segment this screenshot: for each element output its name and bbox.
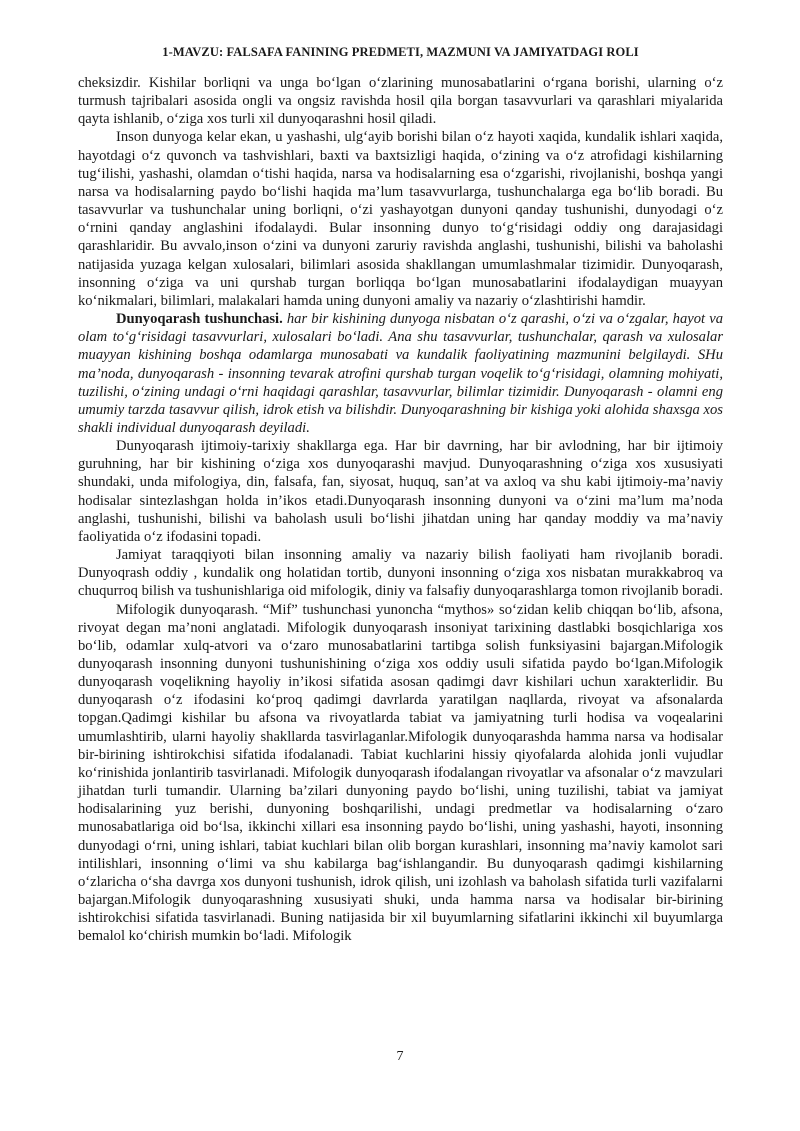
body-text (78, 74, 723, 946)
document-page (78, 44, 723, 946)
page-number: 7 (396, 1049, 404, 1064)
paragraph-dunyoqarash-tushunchasi (78, 310, 723, 437)
paragraph-jamiyat-taraqqiyoti: Jamiyat taraqqiyoti bilan insonning amaliy va nazariy bilish faoliyati ham rivojlanib boradi. Dunyoqrash oddiy , kundalik ong holatidan tortib, dunyoni insonning o‘ziga xos nisbatan murakkabroq va chuqurroq bilish va tushunishlariga oid mifologik, diniy va falsafiy dunyoqarashlarga tomon rivojlanib boradi. (78, 547, 723, 600)
paragraph-mifologik-dunyoqarash: Mifologik dunyoqarash. “Mif” tushunchasi yunoncha “mythos» so‘zidan kelib chiqqan bo‘lib, afsona, rivoyat degan ma’noni anglatadi. Mifologik dunyoqarash insoniyat tarixining dastlabki bosqichlariga xos bo‘lib, odamlar xulq-atvori va o‘zaro munosabatlarini tartibga solish funksiyasini bajargan.Mifologik dunyoqarash insonning dunyoni tushunishining o‘ziga xos oddiy usuli sifatida paydo bo‘lgan.Mifologik dunyoqarash voqelikning hayoliy in’ikosi sifatida asosan qadimgi davr kishilari uchun xarakterlidir. Bu dunyoqarash o‘z ifodasini ko‘proq qadimgi davrlarda yaratilgan naqllarda, rivoyat va afsonalarda topgan.Qadimgi kishilar bu afsona va rivoyatlarda tabiat va jamiyatning turli hodisa va voqealarini umumlashtirib, ularni hayoliy shakllarda tasvirlaganlar.Mifologik dunyoqarashda hamma narsa va hodisalar bir-birining ishtirokchisi sifatida ifodalanadi. Tabiat kuchlarini hissiy qiyofalarda alohida jonli vujudlar ko‘rinishida jonlantirib tasvirlanadi. Mifologik dunyoqarash ifodalangan rivoyatlar va afsonalar o‘z mavzulari jihatdan turli tumandir. Ularning ba’zilari dunyoning paydo bo‘lishi, uning tuzilishi, tabiat va jamiyat hodisalarining yuz berishi, dunyoning boshqarilishi, undagi predmetlar va hodisalarning o‘zaro munosabatlariga oid bo‘lsa, ikkinchi xillari esa insonning paydo bo‘lishi, uning yashashi, hayoti, insonning dunyodagi o‘rni, uning ishlari, tabiat kuchlari bilan olib borgan kurashlari, insonning ma’naviy kamolot sari intilishlari, insonning o‘limi va shu kabilarga bag‘ishlangandir. Bu dunyoqarash qadimgi kishilarning o‘zlaricha o‘sha davrga xos dunyoni tushunish, idrok qilish, uni izohlash va baholash sifatida turli vazifalarni bajargan.Mifologik dunyoqarashning xususiyati shuki, unda hamma narsa va hodisalar bir-birining ishtirokchisi sifatida tasvirlanadi. Buning natijasida bir xil buyumlarning sifatlarini ikkinchi xil buyumlarga bemalol ko‘chirish mumkin bo‘ladi. Mifologik (78, 601, 723, 945)
definition-italic-text: har bir kishining dunyoga nisbatan o‘z qarashi, o‘zi va o‘zgalar, hayot va olam to‘g‘risidagi tasavvurlari, xulosalari bo‘ladi. Ana shu tasavvurlar, tushunchalar, qarash va xulosalar muayyan kishining boshqa odamlarga munosabati va kundalik faoliyatining mazmunini belgilaydi. SHu ma’noda, dunyoqarash - insonning tevarak atrofini qurshab turgan voqelik to‘g‘risidagi, olamning mohiyati, tuzilishi, o‘zining undagi o‘rni haqidagi qarashlar, tasavvurlar, bilimlar tizimidir. Dunyoqarash - olamni eng umumiy tarzda tasavvur qilish, idrok etish va bilishdir. Dunyoqarashning bir kishiga yoki alohida shaxsga xos shakli individual dunyoqarash deyiladi. (78, 311, 723, 436)
paragraph-inson-dunyoga: Inson dunyoga kelar ekan, u yashashi, ulg‘ayib borishi bilan o‘z hayoti xaqida, kundalik ishlari xaqida, hayotdagi o‘z quvonch va tashvishlari, baxti va baxtsizligi haqida, o‘zining va o‘z atrofidagi kishilarning tug‘ilishi, yashashi, olamdan o‘tishi haqida, narsa va hodisalarning esa o‘zgarishi, rivojlanishi, boshqa yangi narsa va hodisalarning paydo bo‘lishi haqida ma’lum tasavvurlarga, tushunchalarga ega bo‘lib boradi. Bu tasavvurlar va tushunchalar uning borliqni, o‘zi yashayotgan dunyoni qanday tushunishi, dunyodagi o‘z o‘rnini qanday anglashini ifodalaydi. Bular insonning dunyo to‘g‘risidagi oddiy ong darajasidagi qarashlaridir. Bu avvalo,inson o‘zini va dunyoni zaruriy ravishda anglashi, tushunishi, bilishi va baholashi natijasida yuzaga kelgan xulosalari, bilimlari asosida shakllangan umumlashmalar tizimidir. Dunyoqarash, insonning o‘ziga va uni qurshab turgan borliqqa bo‘lgan munosabatlarini ifodalaydigan muayyan ko‘nikmalari, bilimlari, malakalari hamda uning dunyoni amaliy va nazariy o‘zlashtirishi hamdir. (78, 129, 723, 309)
page-header-title: 1-MAVZU: FALSAFA FANINING PREDMETI, MAZMUNI VA JAMIYATDAGI ROLI (162, 45, 639, 59)
paragraph-continuation: cheksizdir. Kishilar borliqni va unga bo‘lgan o‘zlarining munosabatlarini o‘rgana borishi, ularning o‘z turmush tajribalari asosida ongli va ongsiz ravishda hosil qila borgan tasavvurlari va qarashlari miyalarida qayta ishlanib, o‘ziga xos turli xil dunyoqarashni hosil qiladi. (78, 75, 723, 128)
section-heading-dunyoqarash-tushunchasi: Dunyoqarash tushunchasi. (116, 311, 283, 328)
paragraph-ijtimoiy-tarixiy: Dunyoqarash ijtimoiy-tarixiy shakllarga ega. Har bir davrning, har bir avlodning, har bir ijtimoiy guruhning, har bir kishining o‘ziga xos dunyoqarashi mavjud. Dunyoqarashning o‘ziga xos xususiyati shundaki, unda mifologiya, din, falsafa, fan, siyosat, huquq, san’at va axloq va shu kabi ijtimoiy-ma’naviy hodisalar sintezlashgan holda in’ikos etadi.Dunyoqarash insonning dunyoni va o‘zini ma’lum ma’noda anglashi, tushunishi, bilishi va baholash usuli bo‘lishi jihatdan uning har qanday moddiy va ma’naviy faoliyatida o‘z ifodasini topadi. (78, 438, 723, 545)
